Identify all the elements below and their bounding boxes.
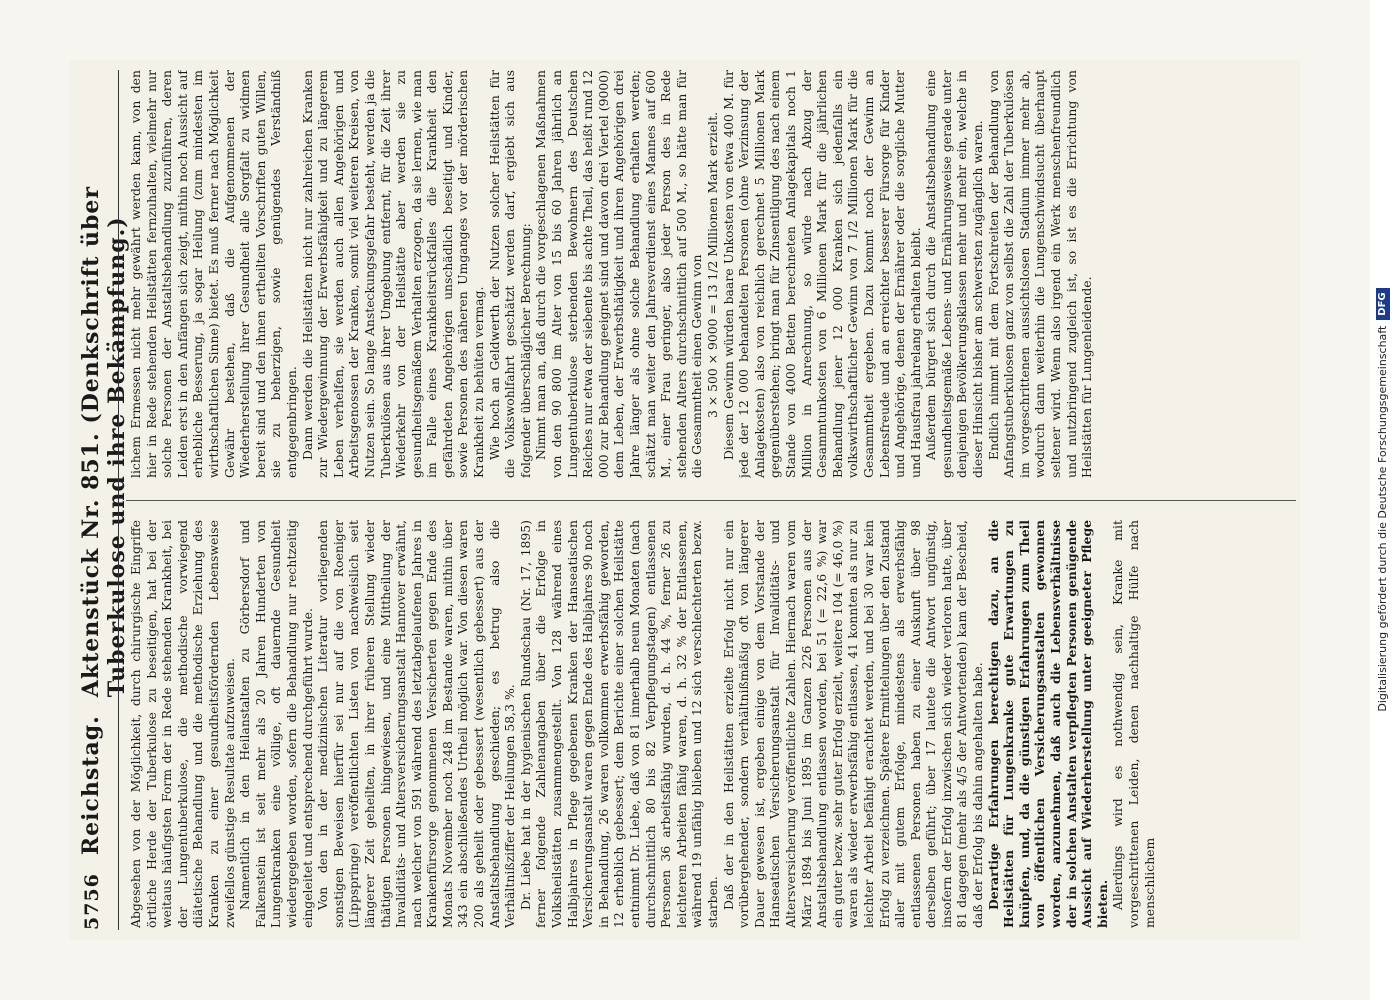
right-paragraph-7: Endlich nimmt mit dem Fortschreiten der Behandlung von Anfangstuberkulosen ganz von selbst die Zahl der Tuberkulösen im vorgeschrittenen aussichtslosen Stadium immer mehr ab, wodurch dann weiterhin die Lungenschwindsucht überhaupt seltener wird. Wenn also irgend ein Werk menschenfreundlich und nutzbringend zugleich ist, so ist es die Errichtung von Heilstätten für Lungenleidende.: [985, 70, 1095, 478]
left-paragraph-7: Allerdings wird es nothwendig sein, Kranke mit vorgeschrittenen Leiden, denen nachhaltige Hülfe nach menschlichem: [1110, 520, 1157, 928]
credit-line: [1372, 0, 1394, 1000]
column-divider: [126, 500, 1296, 501]
left-paragraph-4: Dr. Liebe hat in der hygienischen Rundschau (Nr. 17, 1895) ferner folgende Zahlenangaben über die Erfolge in Volksheilstätten zusammengestellt. Von 128 während eines Halbjahres in Pflege gegebenen Kranken der Hanseatischen Versicherungsanstalt waren gegen Ende des Halbjahres 90 noch in Behandlung, 26 waren vollkommen erwerbsfähig geworden, 12 erheblich gebessert; dem Berichte einer solchen Heilstätte entnimmt Dr. Liebe, daß von 81 innerhalb neun Monaten (nach durchschnittlich 80 bis 82 Verpflegungstagen) entlassenen Personen 36 arbeitsfähig wurden, d. h. 44 %, ferner 26 zu leichteren Arbeiten fähig waren, d. h. 32 % der Entlassenen, während 19 unfähig blieben und 12 sich verschlechterten bezw. starben.: [517, 520, 720, 928]
left-paragraph-1: Abgesehen von der Möglichkeit, durch chirurgische Eingriffe örtliche Herde der Tuberkulose zu beseitigen, hat bei der weitaus häufigsten Form der in Rede stehenden Krankheit, bei der Lungentuberkulose, die methodische vorwiegend diätetische Behandlung und die methodische Erziehung des Kranken zu einer gesundheitsfördernden Lebensweise zweifellos günstige Resultate aufzuweisen.: [128, 520, 237, 928]
credit-text: Digitalisierung gefördert durch die Deutsche Forschungsgemeinschaft: [1376, 325, 1389, 712]
left-paragraph-2: Namentlich in den Heilanstalten zu Görbersdorf und Falkenstein ist seit mehr als 20 Jahren Hunderten von Lungenkranken eine völlige, oft dauernde Gesundheit wiedergegeben worden, sofern die Behandlung nur rechtzeitig eingeleitet und entsprechend durchgeführt wurde.: [237, 520, 315, 928]
right-paragraph-6: Außerdem bürgert sich durch die Anstaltsbehandlung eine gesundheitsgemäße Lebens- und Ernährungsweise gerade unter denjenigen Bevölkerungsklassen mehr und mehr ein, welche in dieser Hinsicht bisher am schwersten zugänglich waren.: [923, 70, 986, 478]
right-paragraph-5: Diesem Gewinn würden baare Unkosten von etwa 400 M. für jede der 12 000 behandelten Personen (ohne Verzinsung der Anlagekosten) also von reichlich gerechnet 5 Millionen Mark gegenüberstehen; bringt man für Zinsentilgung des nach einem Stande von 4000 Betten berechneten Anlagekapitals noch 1 Million in Anrechnung, so würde nach Abzug der Gesammtunkosten von 6 Millionen Mark für die jährlichen Behandlung jener 12 000 Kranken sich jedenfalls ein volkswirthschaftlicher Gewinn von 7 1/2 Millionen Mark für die Gesammtheit ergeben. Dazu kommt noch der Gewinn an Lebensfreude und an erreichter besserer Fürsorge für Kinder und Angehörige, denen der Ernährer oder die sorgliche Mutter und Hausfrau jahrelang erhalten bleibt.: [720, 70, 923, 478]
left-paragraph-6: Derartige Erfahrungen berechtigen dazu, an die Heilstätten für Lungenkranke gute Erwartungen zu knüpfen, und, da die günstigen Erfahrungen zum Theil von öffentlichen Versicherungsanstalten gewonnen worden, anzunehmen, daß auch die Lebensverhältnisse der in solchen Anstalten verpflegten Personen genügende Aussicht auf Wiederherstellung unter geeigneter Pflege bieten.: [985, 520, 1110, 928]
dfg-logo: DFG: [1376, 288, 1390, 319]
page-header: [78, 70, 130, 930]
left-column: [128, 520, 1293, 928]
right-paragraph-3: Wie hoch an Geldwerth der Nutzen solcher Heilstätten für die Volkswohlfahrt geschätzt werden darf, ergiebt sich aus folgender überschläglicher Berechnung:: [486, 70, 533, 478]
page-number: 5756: [81, 873, 103, 930]
session-title: Reichstag.: [78, 715, 104, 856]
right-paragraph-4: Nimmt man an, daß durch die vorgeschlagenen Maßnahmen von den 90 800 im Alter von 15 bis 60 Jahren jährlich an Lungentuberkulose sterbenden Bewohnern des Deutschen Reiches nur etwa der siebente bis achte Theil, das heißt rund 12 000 zur Behandlung geeignet sind und davon drei Viertel (9000) dem Leben, der Erwerbsthätigkeit und ihren Angehörigen drei Jahre länger als ohne solche Behandlung erhalten werden; schätzt man weiter den Jahresverdienst eines Mannes auf 600 M., einer Frau geringer, also jeder Person des in Rede stehenden Alters durchschnittlich auf 500 M., so hätte man für die Gesammtheit einen Gewinn von: [533, 70, 705, 478]
equation-line: 3 × 500 × 9000 = 13 1/2 Millionen Mark erzielt.: [704, 111, 720, 419]
header-rule: [118, 70, 119, 930]
right-paragraph-2: Dann werden die Heilstätten nicht nur zahlreichen Kranken zur Wiedergewinnung der Erwerbsfähigkeit und zu längerem Leben verhelfen, sie werden auch allen Angehörigen und Arbeitsgenossen der Kranken, somit viel weiteren Kreisen, von Nutzen sein. So lange Ansteckungsgefahr besteht, werden ja die Tuberkulösen aus ihrer Umgebung entfernt, für die Zeit ihrer Wiederkehr von der Heilstätte aber werden sie zu gesundheitsgemäßem Verhalten erzogen, da sie lernen, wie man im Falle eines Krankheitsrückfalles die Krankheit den gefährdeten Angehörigen unschädlich beseitigt und Kinder, sowie Personen des näheren Umganges vor der mörderischen Krankheit zu behüten vermag.: [299, 70, 487, 478]
running-head: Aktenstück Nr. 851. (Denkschrift über Tuberkulose und ihre Bekämpfung.): [78, 185, 130, 698]
left-paragraph-5: Daß der in den Heilstätten erzielte Erfolg nicht nur ein vorübergehender, sondern verhältnißmäßig oft von längerer Dauer gewesen ist, ergeben einige von dem Vorstande der Hanseatischen Versicherungsanstalt für Invaliditäts- und Altersversicherung veröffentlichte Zahlen. Hiernach waren vom März 1894 bis Juni 1895 im Ganzen 226 Personen aus der Anstaltsbehandlung entlassen worden, bei 51 (= 22,6 %) war ein guter bezw. sehr guter Erfolg erzielt, weitere 104 (= 46,0 %) waren als wieder erwerbsfähig entlassen, 41 konnten als nur zu leichter Arbeit befähigt erachtet werden, und bei 30 war kein Erfolg zu verzeichnen. Spätere Ermittelungen über den Zustand aller mit gutem Erfolge, mindestens als erwerbsfähig entlassenen Personen haben zu einer Auskunft über 98 derselben geführt; über 17 lautete die Antwort ungünstig, insofern der Erfolg inzwischen sich wieder verloren hatte, über 81 dagegen (mehr als 4/5 der Antwortenden) kam der Bescheid, daß der Erfolg bis dahin angehalten habe.: [720, 520, 986, 928]
left-paragraph-3: Von den in der medizinischen Literatur vorliegenden sonstigen Beweisen hierfür sei nur auf die von Roeniger (Lippspringe) veröffentlichten Listen von nachweislich seit längerer Zeit geheilten, in ihrer früheren Stellung wieder thätigen Personen hingewiesen, und eine Mittheilung der Invaliditäts- und Altersversicherungsanstalt Hannover erwähnt, nach welcher von 591 während des letztabgelaufenen Jahres in Krankenfürsorge genommenen Versicherten gegen Ende des Monats November noch 248 im Bestande waren, mithin über 343 ein abschließendes Urtheil möglich war. Von diesen waren 200 als geheilt oder gebessert (wesentlich gebessert) aus der Anstaltsbehandlung geschieden; es betrug also die Verhältnißziffer der Heilungen 58,3 %.: [315, 520, 518, 928]
right-paragraph-1: lichem Ermessen nicht mehr gewährt werden kann, von den hier in Rede stehenden Heilstätten fernzuhalten, vielmehr nur solche Personen der Anstaltsbehandlung zuzuführen, deren Leiden erst in den Anfängen sich zeigt, mithin noch Aussicht auf erhebliche Besserung, ja sogar Heilung (zum mindesten im wirthschaftlichen Sinne) bietet. Es muß ferner nach Möglichkeit Gewähr bestehen, daß die Aufgenommenen der Wiederherstellung ihrer Gesundheit alle Sorgfalt zu widmen bereit sind und den ihnen ertheilten Vorschriften guten Willen, sie zu beherzigen, sowie genügendes Verständniß entgegenbringen.: [128, 70, 299, 478]
right-column: [128, 70, 1293, 478]
